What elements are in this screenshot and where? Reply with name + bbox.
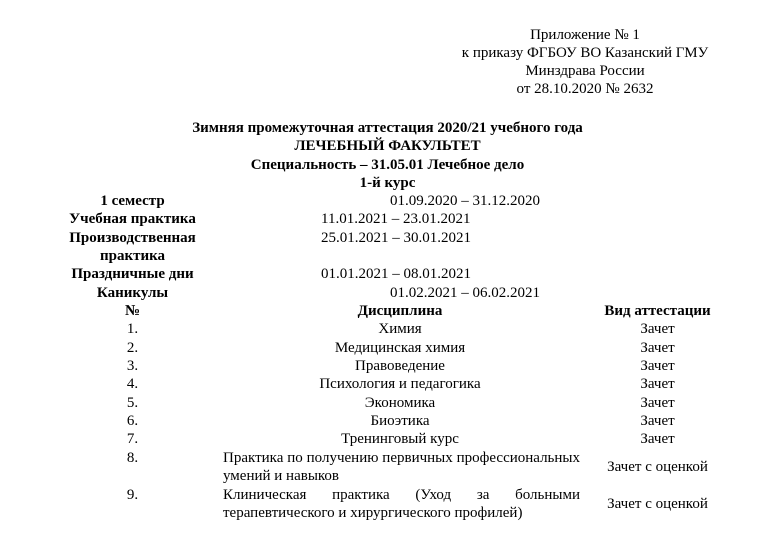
row-num: 2. [126,340,139,356]
appendix-line: от 28.10.2020 № 2632 [516,81,654,97]
schedule-label-semester: 1 семестр [100,193,165,209]
schedule-dates-vacation: 01.02.2021 – 06.02.2021 [390,285,540,301]
row-discipline: Химия [378,321,422,337]
title-line-specialty: Специальность – 31.05.01 Лечебное дело [250,156,525,173]
schedule-label-production-practice-2: практика [99,248,166,264]
row-num: 6. [126,413,139,429]
row-num: 3. [126,358,139,374]
row-num: 1. [126,321,139,337]
row-discipline: Экономика [364,395,436,411]
row-attestation: Зачет [640,340,675,356]
schedule-label-production-practice-1: Производственная [69,230,196,246]
title-line-course: 1-й курс [359,174,416,191]
title-line-faculty: ЛЕЧЕБНЫЙ ФАКУЛЬТЕТ [294,138,481,155]
header-num: № [124,303,141,319]
appendix-line: к приказу ФГБОУ ВО Казанский ГМУ [461,45,709,61]
schedule-label-study-practice: Учебная практика [69,211,196,227]
schedule-dates-holidays: 01.01.2021 – 08.01.2021 [321,266,471,282]
row-num: 8. [126,450,139,466]
row-discipline: Клиническая практика (Уход за больными терапевтического и хирургического профилей) [223,487,580,521]
document-title [100,119,675,192]
appendix-line: Минздрава России [525,63,645,79]
row-attestation: Зачет [640,358,675,374]
appendix-line: Приложение № 1 [530,27,640,43]
title-line-attestation: Зимняя промежуточная аттестация 2020/21 учебного года [192,120,583,136]
row-attestation: Зачет [640,395,675,411]
row-discipline: Правоведение [355,358,445,374]
appendix-header [430,26,740,98]
row-attestation: Зачет [640,321,675,337]
row-discipline: Медицинская химия [334,340,466,356]
row-attestation: Зачет с оценкой [607,496,708,512]
row-attestation: Зачет с оценкой [607,459,708,475]
row-discipline: Практика по получению первичных профессиональных умений и навыков [223,450,580,484]
row-attestation: Зачет [640,376,675,392]
row-num: 7. [126,431,139,447]
row-attestation: Зачет [640,413,675,429]
schedule-dates-study-practice: 11.01.2021 – 23.01.2021 [321,211,471,227]
row-num: 5. [126,395,139,411]
schedule-label-holidays: Праздничные дни [71,266,194,282]
row-discipline: Биоэтика [370,413,430,429]
schedule-label-vacation: Каникулы [96,285,169,301]
header-attestation: Вид аттестации [604,303,711,319]
header-discipline: Дисциплина [357,303,443,319]
row-discipline: Психология и педагогика [319,376,481,392]
row-num: 9. [126,487,139,503]
row-attestation: Зачет [640,431,675,447]
row-num: 4. [126,376,139,392]
schedule-dates-semester: 01.09.2020 – 31.12.2020 [390,193,540,209]
schedule-dates-production-practice: 25.01.2021 – 30.01.2021 [321,230,471,246]
row-discipline: Тренинговый курс [341,431,459,447]
